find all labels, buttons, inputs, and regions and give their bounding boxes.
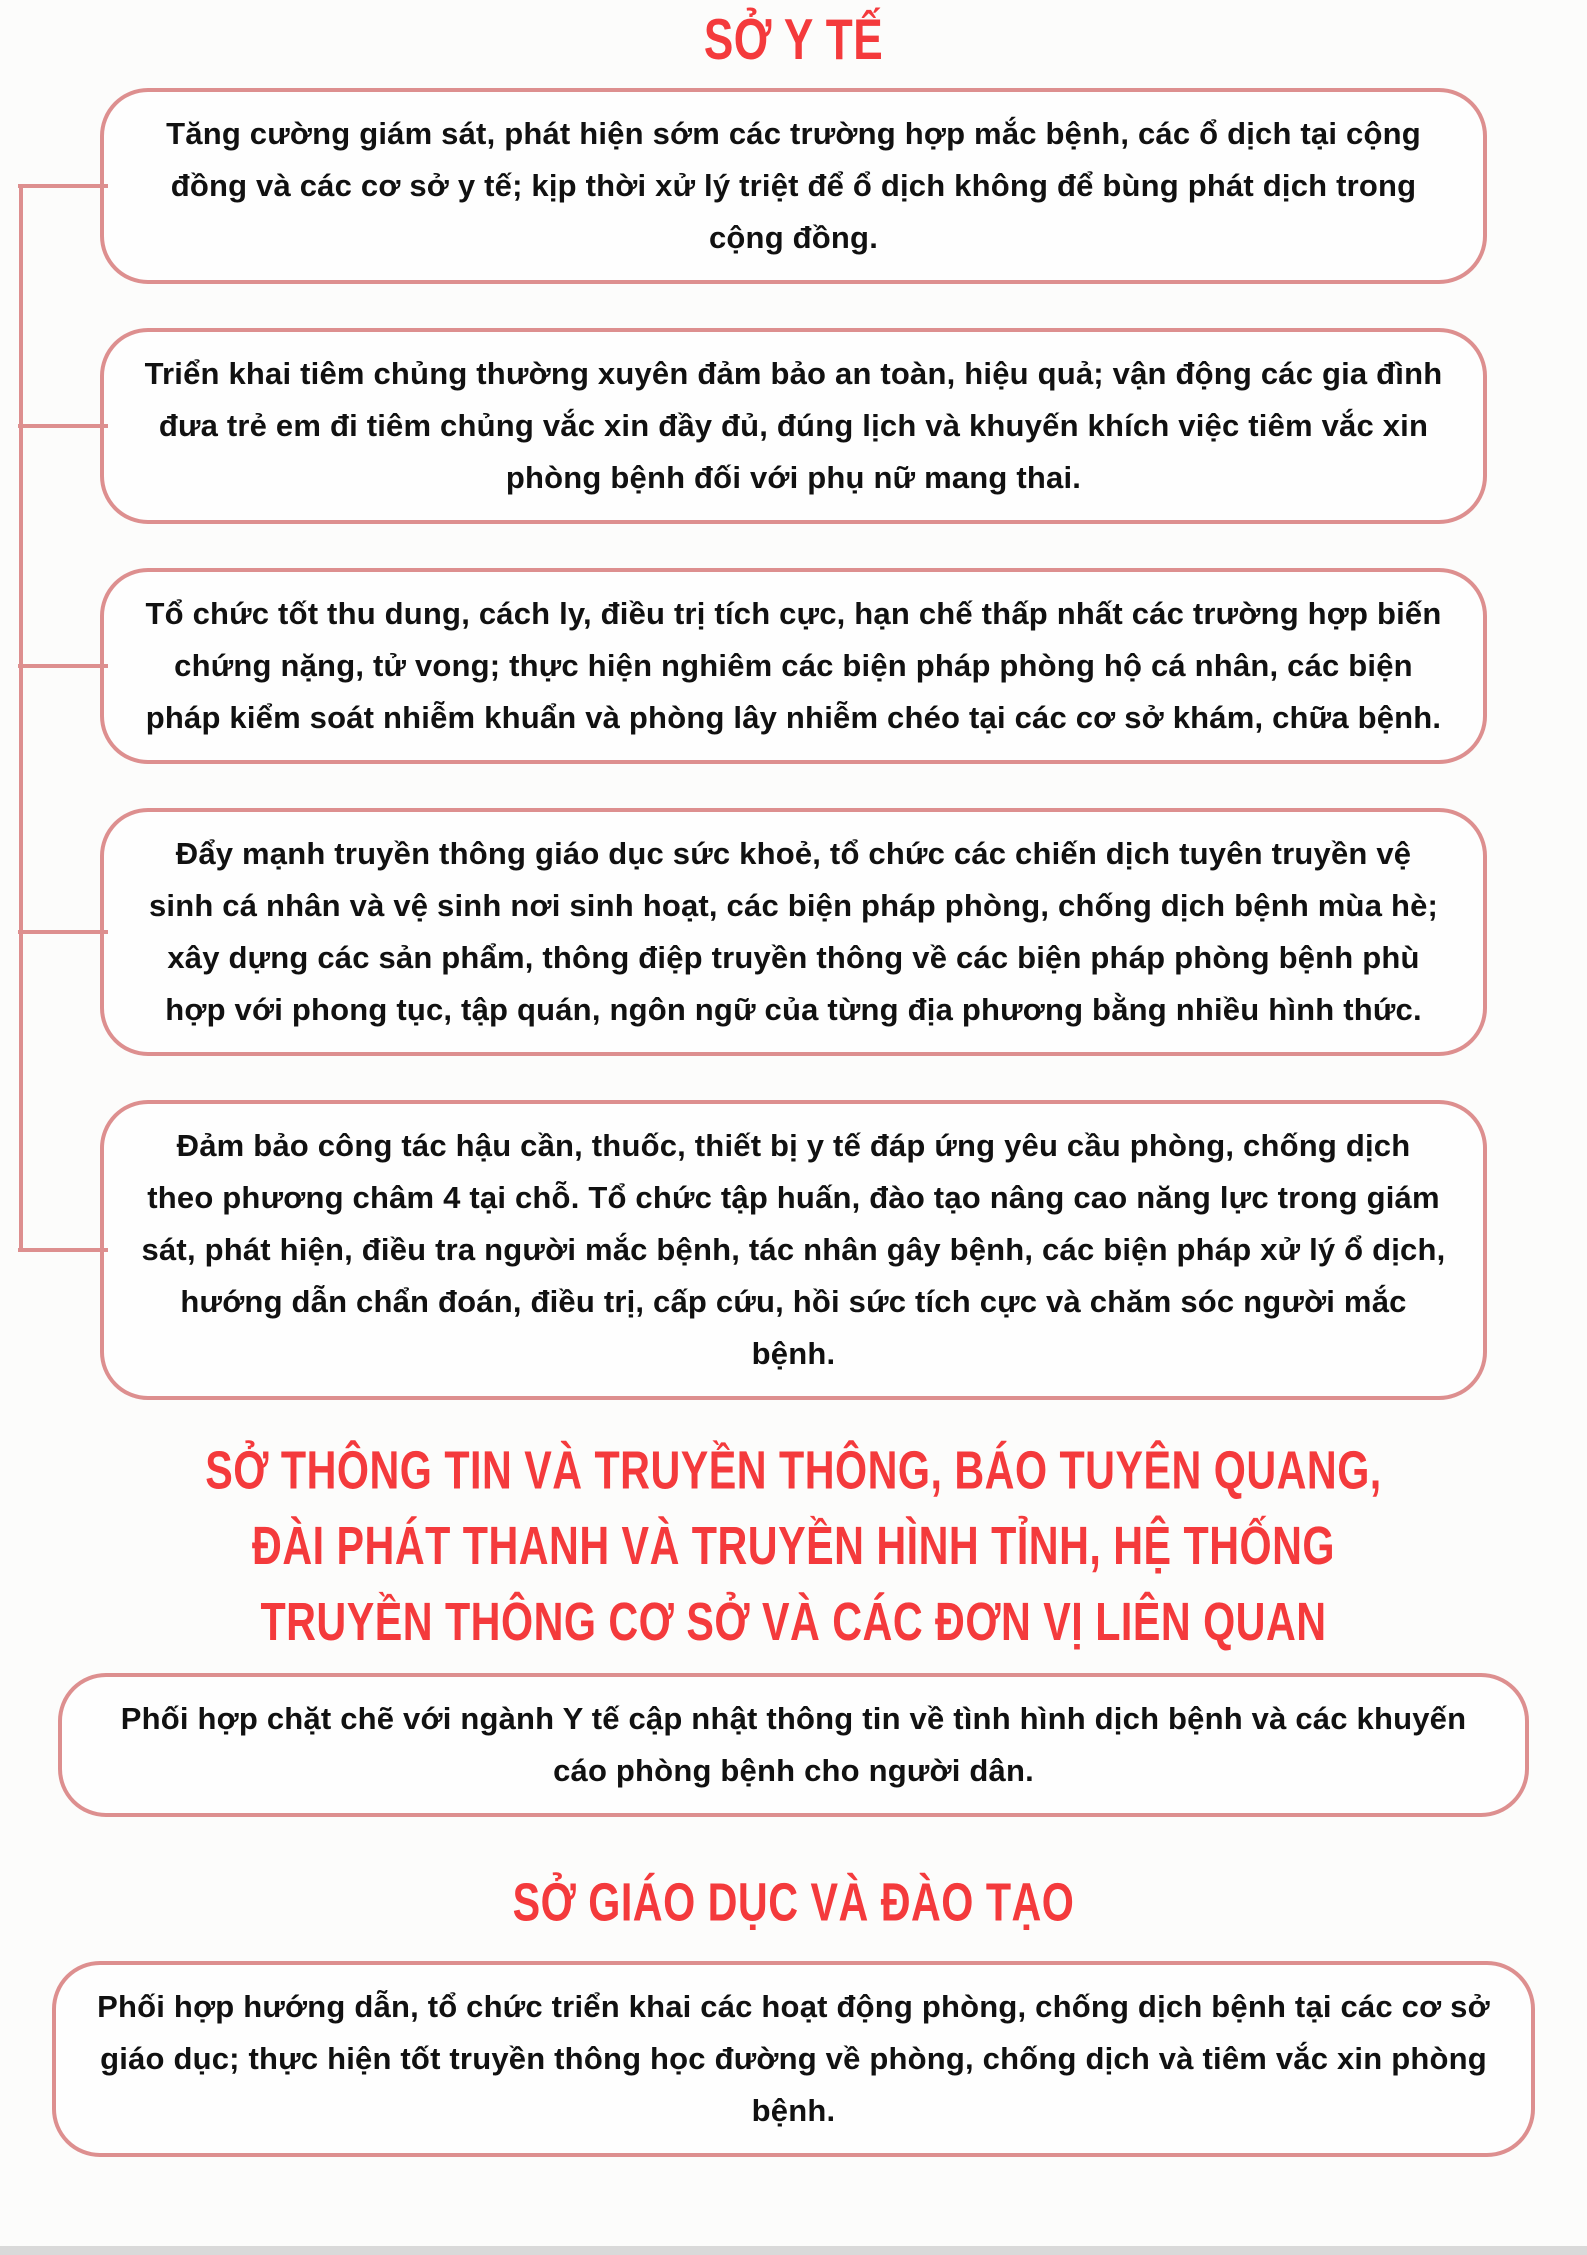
section-title-line: ĐÀI PHÁT THANH VÀ TRUYỀN HÌNH TỈNH, HỆ THỐNG: [252, 1517, 1335, 1577]
infographic-page: [0, 6, 1587, 2255]
section-title-line: TRUYỀN THÔNG CƠ SỞ VÀ CÁC ĐƠN VỊ LIÊN QUAN: [260, 1592, 1327, 1653]
task-box-media-coordination: Phối hợp chặt chẽ với ngành Y tế cập nhật thông tin về tình hình dịch bệnh và các khuyến cáo phòng bệnh cho người dân.: [58, 1673, 1529, 1817]
task-box-treatment: Tổ chức tốt thu dung, cách ly, điều trị tích cực, hạn chế thấp nhất các trường hợp biến chứng nặng, tử vong; thực hiện nghiêm các biện pháp phòng hộ cá nhân, các biện pháp kiểm soát nhiễm khuẩn và phòng lây nhiễm chéo tại các cơ sở khám, chữa bệnh.: [100, 568, 1487, 764]
task-box-logistics: Đảm bảo công tác hậu cần, thuốc, thiết bị y tế đáp ứng yêu cầu phòng, chống dịch theo phương châm 4 tại chỗ. Tổ chức tập huấn, đào tạo nâng cao năng lực trong giám sát, phát hiện, điều tra người mắc bệnh, tác nhân gây bệnh, các biện pháp xử lý ổ dịch, hướng dẫn chẩn đoán, điều trị, cấp cứu, hồi sức tích cực và chăm sóc người mắc bệnh.: [100, 1100, 1487, 1400]
section-title-health-dept: SỞ Y TẾ: [703, 6, 884, 72]
section-title-media-dept: [70, 1434, 1517, 1661]
section-title-line: SỞ THÔNG TIN VÀ TRUYỀN THÔNG, BÁO TUYÊN QUANG,: [205, 1441, 1382, 1501]
task-box-surveillance: Tăng cường giám sát, phát hiện sớm các trường hợp mắc bệnh, các ổ dịch tại cộng đồng và các cơ sở y tế; kịp thời xử lý triệt để ổ dịch không để bùng phát dịch trong cộng đồng.: [100, 88, 1487, 284]
health-dept-task-list: [100, 88, 1487, 1400]
task-box-vaccination: Triển khai tiêm chủng thường xuyên đảm bảo an toàn, hiệu quả; vận động các gia đình đưa trẻ em đi tiêm chủng vắc xin đầy đủ, đúng lịch và khuyến khích việc tiêm vắc xin phòng bệnh đối với phụ nữ mang thai.: [100, 328, 1487, 524]
task-box-communication: Đẩy mạnh truyền thông giáo dục sức khoẻ, tổ chức các chiến dịch tuyên truyền vệ sinh cá nhân và vệ sinh nơi sinh hoạt, các biện pháp phòng, chống dịch bệnh mùa hè; xây dựng các sản phẩm, thông điệp truyền thông về các biện pháp phòng bệnh phù hợp với phong tục, tập quán, ngôn ngữ của từng địa phương bằng nhiều hình thức.: [100, 808, 1487, 1056]
task-box-school-coordination: Phối hợp hướng dẫn, tổ chức triển khai các hoạt động phòng, chống dịch bệnh tại các cơ sở giáo dục; thực hiện tốt truyền thông học đường về phòng, chống dịch và tiêm vắc xin phòng bệnh.: [52, 1961, 1535, 2157]
section-title-education-dept: SỞ GIÁO DỤC VÀ ĐÀO TẠO: [512, 1873, 1075, 1933]
page-bottom-edge: [0, 2246, 1587, 2255]
connector-bracket: [19, 186, 23, 1250]
